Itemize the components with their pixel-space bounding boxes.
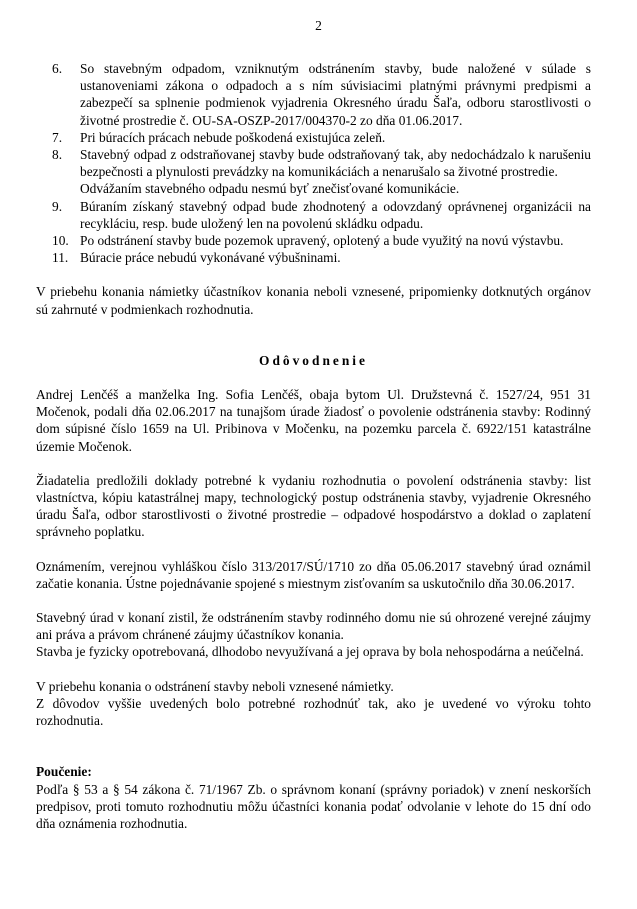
condition-number: 8. xyxy=(52,147,63,163)
instruction-text: Podľa § 53 a § 54 zákona č. 71/1967 Zb. o správnom konaní (správny poriadok) v znení neskorších predpisov, proti tomuto rozhodnutiu môžu účastníci konania podať odvolanie v lehote do 15 dní odo dňa oznámenia rozhodnutia. xyxy=(36,781,591,831)
condition-text: Pri búracích prácach nebude poškodená existujúca zeleň. xyxy=(80,129,386,145)
condition-number: 11. xyxy=(52,250,69,266)
condition-text: So stavebným odpadom, vzniknutým odstránením stavby, bude naložené v súlade s ustanoveniami zákona o odpadoch a s ním súvisiacimi platnými právnymi predpismi a zabezpečí sa splnenie podmienok vyjadrenia Okresného úradu Šaľa, odboru starostlivosti o životné prostredie č. OU-SA-OSZP-2017/004370-2 zo dňa 01.06.2017. xyxy=(80,61,591,128)
reasoning-paragraph-2: Žiadatelia predložili doklady potrebné k vydaniu rozhodnutia o povolení odstránenia stavby: list vlastníctva, kópiu katastrálnej mapy, technologický postup odstránenia stavby, vyjadrenie Okresného úradu Šaľa, odbor starostlivosti o životné prostredie – odpadové hospodárstvo a doklad o zaplatení správneho poplatku. xyxy=(36,472,591,540)
reasoning-paragraph-5b: Z dôvodov vyššie uvedených bolo potrebné rozhodnúť tak, ako je uvedené vo výroku tohto rozhodnutia. xyxy=(36,695,591,729)
page-number: 2 xyxy=(315,18,322,33)
condition-item-10 xyxy=(36,232,591,249)
conditions-list xyxy=(36,60,591,266)
condition-text: Búracie práce nebudú vykonávané výbušninami. xyxy=(80,250,341,266)
reasoning-paragraph-4a: Stavebný úrad v konaní zistil, že odstránením stavby rodinného domu nie sú ohrozené verejné záujmy ani práva a právom chránené záujmy účastníkov konania. xyxy=(36,610,591,643)
reasoning-paragraph-4b: Stavba je fyzicky opotrebovaná, dlhodobo nevyužívaná a jej oprava by bola nehospodárna a neúčelná. xyxy=(36,644,584,660)
condition-text: Stavebný odpad z odstraňovanej stavby bude odstraňovaný tak, aby nedochádzalo k narušeniu bezpečnosti a plynulosti prevádzky na komunikáciách a nenarušalo sa životné prostredie. xyxy=(80,147,591,180)
condition-item-7 xyxy=(36,129,591,146)
condition-text: Búraním získaný stavebný odpad bude zhodnotený a odovzdaný oprávnenej organizácii na recykláciu, resp. bude uložený len na povolenú skládku odpadu. xyxy=(80,198,591,231)
condition-item-11 xyxy=(36,249,591,266)
condition-number: 10. xyxy=(52,233,69,249)
reasoning-paragraph-1: Andrej Lenčéš a manželka Ing. Sofia Lenčéš, obaja bytom Ul. Družstevná č. 1527/24, 951 31 Močenok, podali dňa 02.06.2017 na tunajšom úrade žiadosť o povolenie odstránenia stavby: Rodinný dom súpisné číslo 1659 na Ul. Pribinova v Močenku, na pozemku parcela č. 6922/151 katastrálne územie Močenok. xyxy=(36,387,591,454)
instruction-title: Poučenie: xyxy=(36,764,92,780)
reasoning-paragraph-3: Oznámením, verejnou vyhláškou číslo 313/2017/SÚ/1710 zo dňa 05.06.2017 stavebný úrad oznámil začatie konania. Ústne pojednávanie spojené s miestnym zisťovaním sa uskutočnilo dňa 30.06.2017. xyxy=(36,558,591,591)
reasoning-paragraph-5a: V priebehu konania o odstránení stavby neboli vznesené námietky. xyxy=(36,678,394,694)
document-body xyxy=(36,60,591,832)
condition-number: 6. xyxy=(52,61,63,76)
condition-number: 9. xyxy=(52,198,63,214)
condition-item-8 xyxy=(36,146,591,198)
condition-item-9 xyxy=(36,198,591,232)
section-heading-reasoning: Odôvodnenie xyxy=(259,352,368,368)
condition-number: 7. xyxy=(52,129,63,145)
objections-note: V priebehu konania námietky účastníkov konania neboli vznesené, pripomienky dotknutých orgánov sú zahrnuté v podmienkach rozhodnutia. xyxy=(36,284,591,317)
condition-text-extra: Odvážaním stavebného odpadu nesmú byť znečisťované komunikácie. xyxy=(80,181,460,197)
condition-text: Po odstránení stavby bude pozemok upravený, oplotený a bude využitý na novú výstavbu. xyxy=(80,233,564,249)
condition-item-6 xyxy=(36,60,591,129)
